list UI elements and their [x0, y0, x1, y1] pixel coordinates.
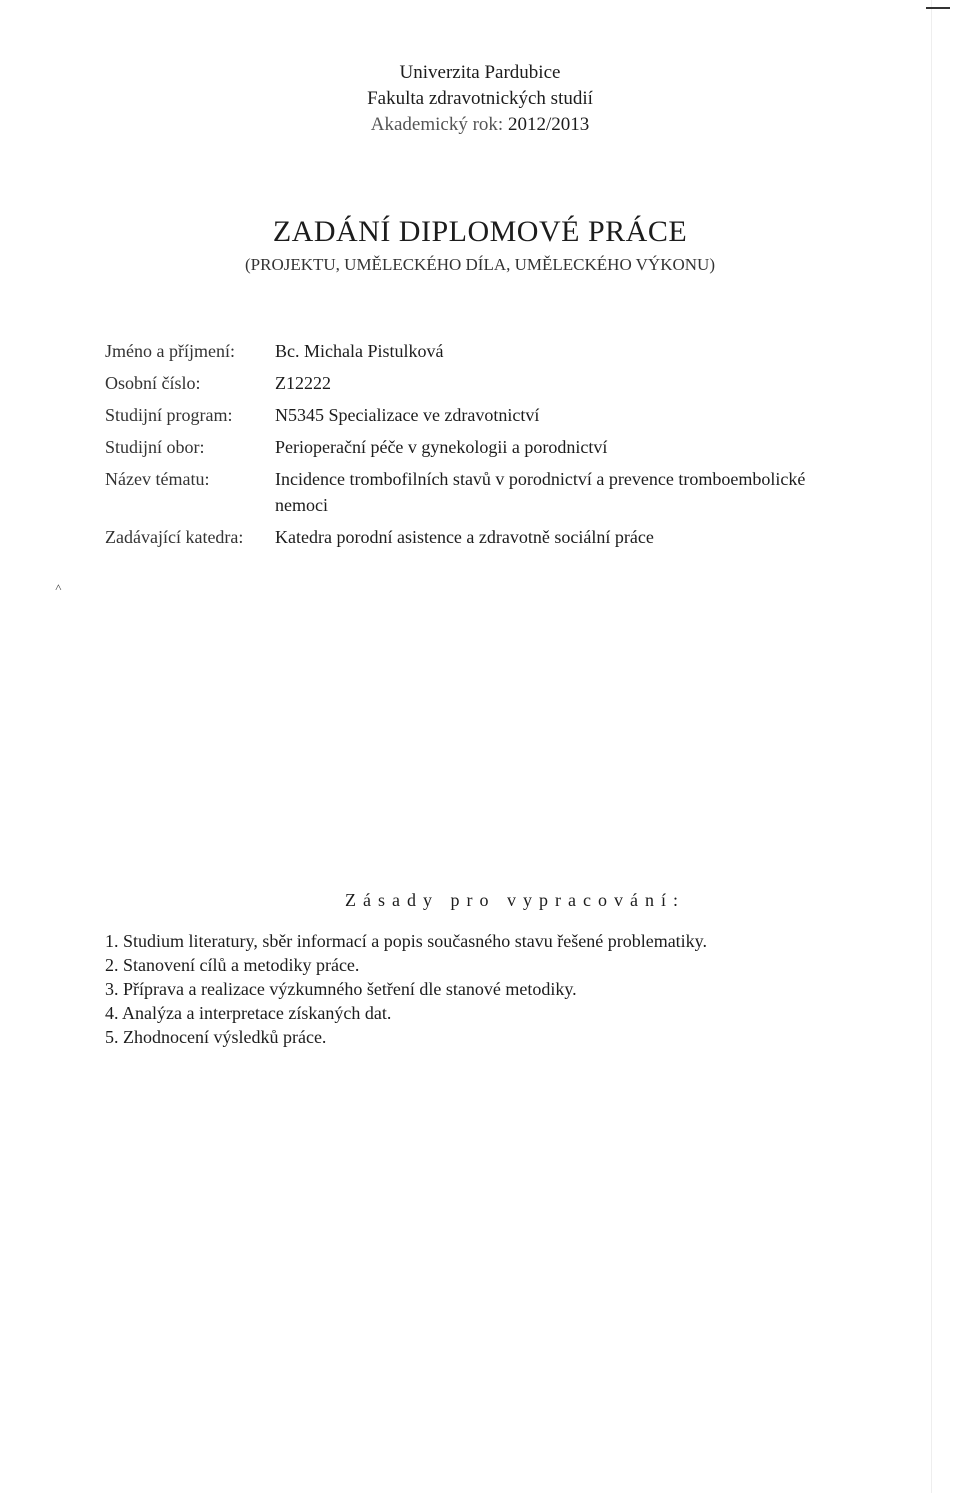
document-title: ZADÁNÍ DIPLOMOVÉ PRÁCE [272, 215, 688, 248]
document-header [0, 60, 960, 138]
field-row-study-field [105, 434, 885, 460]
field-value: Katedra porodní asistence a zdravotně sociální práce [275, 527, 654, 547]
field-row-topic [105, 466, 885, 518]
field-value: N5345 Specializace ve zdravotnictví [275, 405, 540, 425]
list-item: 1. Studium literatury, sběr informací a popis současného stavu řešené problematiky. [105, 931, 708, 951]
list-item: 4. Analýza a interpretace získaných dat. [105, 1003, 392, 1023]
list-item: 2. Stanovení cílů a metodiky práce. [105, 955, 360, 975]
document-subtitle: (PROJEKTU, UMĚLECKÉHO DÍLA, UMĚLECKÉHO VÝKONU) [245, 255, 715, 274]
principles-heading: Zásady pro vypracování: [345, 890, 685, 910]
field-value: Bc. Michala Pistulková [275, 341, 444, 361]
field-label: Zadávající katedra: [105, 527, 244, 547]
corner-mark [926, 7, 950, 9]
field-label: Název tématu: [105, 469, 210, 489]
field-row-department [105, 524, 885, 550]
field-label: Osobní číslo: [105, 373, 201, 393]
field-label: Jméno a příjmení: [105, 341, 235, 361]
university-name: Univerzita Pardubice [399, 62, 561, 83]
student-info [105, 338, 885, 556]
principles-section [105, 890, 885, 1049]
field-row-study-program [105, 402, 885, 428]
field-label: Studijní program: [105, 405, 233, 425]
field-row-personal-number [105, 370, 885, 396]
academic-year-label: Akademický rok: [370, 114, 504, 135]
field-row-name [105, 338, 885, 364]
field-value: Incidence trombofilních stavů v porodnictví a prevence tromboembolické nemoci [275, 469, 806, 515]
field-value: Perioperační péče v gynekologii a porodnictví [275, 437, 608, 457]
faculty-name: Fakulta zdravotnických studií [367, 88, 593, 109]
field-label: Studijní obor: [105, 437, 205, 457]
stray-scan-mark: ˄ [55, 580, 62, 594]
list-item: 3. Příprava a realizace výzkumného šetření dle stanové metodiky. [105, 979, 577, 999]
academic-year-value: 2012/2013 [507, 114, 590, 135]
list-item: 5. Zhodnocení výsledků práce. [105, 1027, 327, 1047]
academic-year [0, 112, 960, 138]
title-block [0, 213, 960, 277]
field-value: Z12222 [275, 373, 331, 393]
